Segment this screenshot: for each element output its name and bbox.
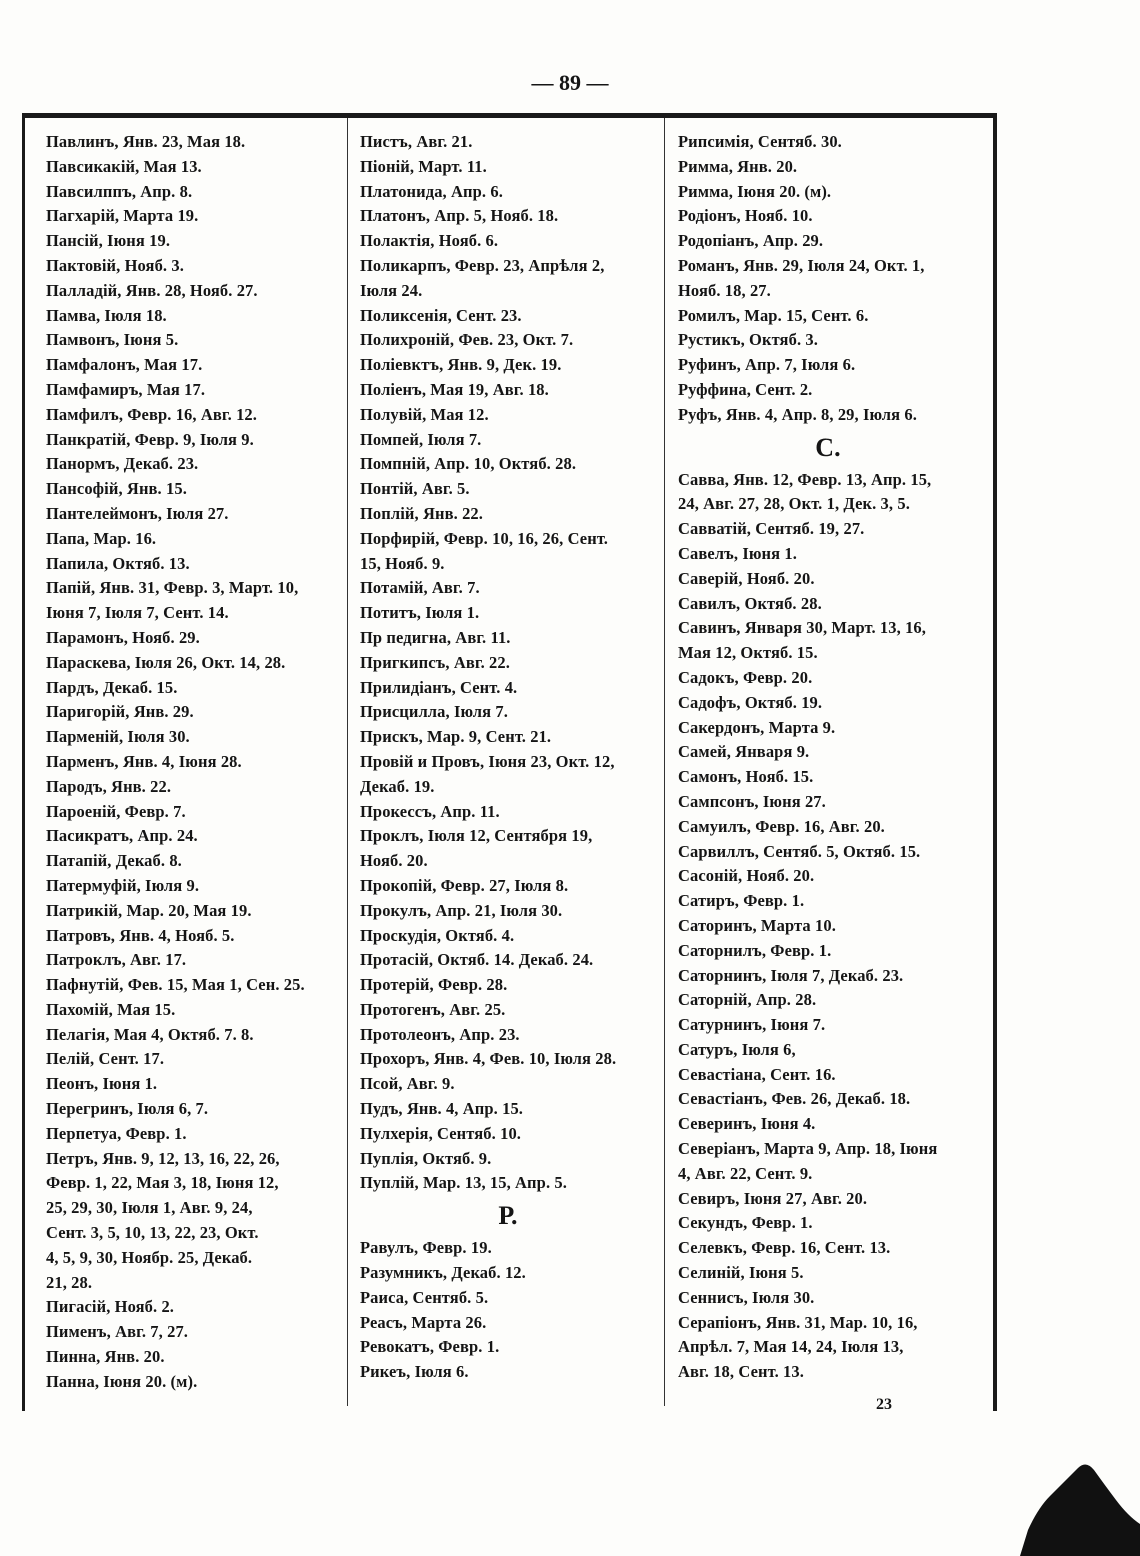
list-item [678,542,978,567]
entry-line: Самей, Января 9. [678,742,810,762]
list-item [678,691,978,716]
list-item [46,1072,338,1097]
entry-line: Памфалонъ, Мая 17. [46,355,203,375]
entry-line: Серапіонъ, Янв. 31, Мар. 10, 16, [678,1312,918,1332]
entry-line: Секундъ, Февр. 1. [678,1213,813,1233]
list-item [678,964,978,989]
list-item [46,750,338,775]
entry-line: Ромилъ, Мар. 15, Сент. 6. [678,305,869,325]
list-item [46,502,338,527]
list-item [46,775,338,800]
entry-line: Савва, Янв. 12, Февр. 13, Апр. 15, [678,469,932,489]
entry-line: Памфамиръ, Мая 17. [46,379,206,399]
entry-line: Пеонъ, Іюня 1. [46,1074,158,1094]
entry-line: Помпній, Апр. 10, Октяб. 28. [360,454,577,474]
entry-line: Саверій, Нояб. 20. [678,568,815,588]
entry-line: Параскева, Іюля 26, Окт. 14, 28. [46,652,286,672]
entry-line: Северинъ, Іюня 4. [678,1114,816,1134]
list-item [46,279,338,304]
list-item [360,1122,656,1147]
list-item [360,204,656,229]
entry-line: Пасикратъ, Апр. 24. [46,826,198,846]
entry-line: Романъ, Янв. 29, Іюля 24, Окт. 1, [678,255,925,275]
list-item [678,1311,978,1385]
entry-line: Пафнутій, Фев. 15, Мая 1, Сен. 25. [46,975,305,995]
list-item [46,973,338,998]
list-item [678,1013,978,1038]
entry-line: Мая 12, Октяб. 15. [678,643,818,663]
list-item [678,815,978,840]
list-item [360,601,656,626]
entry-line: Порфирій, Февр. 10, 16, 26, Сент. [360,528,609,548]
list-item [678,1286,978,1311]
list-item [46,1097,338,1122]
entry-line: 21, 28. [46,1272,93,1292]
entry-line: Саторнинъ, Іюля 7, Декаб. 23. [678,965,904,985]
list-item [46,1023,338,1048]
entry-line: Патроклъ, Авг. 17. [46,950,187,970]
entry-line: Поликарпъ, Февр. 23, Апрѣля 2, [360,255,605,275]
list-item [46,130,338,155]
list-item [360,651,656,676]
entry-line: Панна, Іюня 20. (м). [46,1371,198,1391]
entry-line: Севастіанъ, Фев. 26, Декаб. 18. [678,1089,911,1109]
list-item [360,824,656,874]
entry-line: Пригкипсъ, Авг. 22. [360,652,510,672]
list-item [360,1311,656,1336]
list-item [678,1038,978,1063]
list-item [678,1261,978,1286]
list-item [678,468,978,518]
entry-line: Ревокатъ, Февр. 1. [360,1337,500,1357]
entry-line: Пансій, Іюня 19. [46,231,171,251]
entry-line: Пагхарій, Марта 19. [46,206,199,226]
entry-line: Провій и Провъ, Іюня 23, Окт. 12, [360,751,615,771]
column-divider-right [664,118,665,1406]
list-item [678,204,978,229]
list-item [678,130,978,155]
entry-line: 25, 29, 30, Іюля 1, Авг. 9, 24, [46,1198,253,1218]
entry-line: Пулхерія, Сентяб. 10. [360,1123,522,1143]
list-item [360,725,656,750]
entry-line: Пигасій, Нояб. 2. [46,1297,175,1317]
entry-line: Садокъ, Февр. 20. [678,667,813,687]
list-item [46,676,338,701]
entry-line: Пинна, Янв. 20. [46,1347,165,1367]
list-item [360,1360,656,1385]
list-item [360,155,656,180]
list-item [678,765,978,790]
entry-line: Перегринъ, Іюля 6, 7. [46,1099,209,1119]
entry-line: Панкратій, Февр. 9, Іюля 9. [46,429,254,449]
entry-line: Потитъ, Іюля 1. [360,603,480,623]
entry-line: Нояб. 18, 27. [678,280,771,300]
entry-line: Проскудія, Октяб. 4. [360,925,515,945]
list-item [46,353,338,378]
entry-line: 4, 5, 9, 30, Ноябр. 25, Декаб. [46,1247,253,1267]
list-item [46,254,338,279]
list-item [46,527,338,552]
entry-line: Пансофій, Янв. 15. [46,479,187,499]
list-item [678,1211,978,1236]
entry-line: Савилъ, Октяб. 28. [678,593,822,613]
entry-line: Савинъ, Января 30, Март. 13, 16, [678,618,926,638]
list-item [46,304,338,329]
list-item [678,740,978,765]
list-item [46,328,338,353]
entry-line: Садофъ, Октяб. 19. [678,692,823,712]
list-item [678,939,978,964]
section-letter: Р. [498,1201,518,1231]
list-item [360,998,656,1023]
entry-line: Іюня 7, Іюля 7, Сент. 14. [46,603,229,623]
entry-line: Памвонъ, Іюня 5. [46,330,179,350]
list-item [678,304,978,329]
list-item [360,353,656,378]
entry-line: Піоній, Март. 11. [360,156,487,176]
section-letter: С. [815,432,841,462]
list-item [360,800,656,825]
list-item [46,626,338,651]
entry-line: Папа, Мар. 16. [46,528,157,548]
entry-line: Самуилъ, Февр. 16, Авг. 20. [678,816,885,836]
entry-line: Протасій, Октяб. 14. Декаб. 24. [360,950,594,970]
entry-line: Прохоръ, Янв. 4, Фев. 10, Іюля 28. [360,1049,617,1069]
list-item [678,1063,978,1088]
entry-line: Разумникъ, Декаб. 12. [360,1263,526,1283]
entry-line: Папій, Янв. 31, Февр. 3, Март. 10, [46,578,299,598]
entry-line: Февр. 1, 22, Мая 3, 18, Іюня 12, [46,1173,279,1193]
entry-line: Платонида, Апр. 6. [360,181,503,201]
entry-line: Родопіанъ, Апр. 29. [678,231,824,251]
list-item [46,948,338,973]
entry-line: Павсикакій, Мая 13. [46,156,202,176]
column-divider-left [347,118,348,1406]
list-item [360,874,656,899]
entry-line: Римма, Іюня 20. (м). [678,181,832,201]
list-item [678,254,978,304]
list-item [46,1047,338,1072]
entry-line: Северіанъ, Марта 9, Апр. 18, Іюня [678,1139,938,1159]
list-item [46,1295,338,1320]
entry-line: Сампсонъ, Іюня 27. [678,791,826,811]
list-item [46,998,338,1023]
list-item [46,180,338,205]
entry-line: Паригорій, Янв. 29. [46,702,194,722]
entry-line: Пелій, Сент. 17. [46,1049,165,1069]
entry-line: Пароеній, Февр. 7. [46,801,186,821]
entry-line: Полувій, Мая 12. [360,404,489,424]
list-item [46,452,338,477]
list-item [678,1187,978,1212]
list-item [678,229,978,254]
page-number: — 89 — [531,70,609,95]
entry-line: Протерій, Февр. 28. [360,975,508,995]
list-item [678,592,978,617]
entry-line: Пантелеймонъ, Іюля 27. [46,503,229,523]
list-item [360,403,656,428]
entry-line: Пуплій, Мар. 13, 15, Апр. 5. [360,1173,567,1193]
list-item [46,1370,338,1395]
list-item [360,1261,656,1286]
list-item [46,1345,338,1370]
entry-line: Псой, Авг. 9. [360,1074,455,1094]
list-item [360,180,656,205]
list-item [678,864,978,889]
list-item [678,180,978,205]
list-item [46,477,338,502]
list-item [46,378,338,403]
entry-line: Палладій, Янв. 28, Нояб. 27. [46,280,258,300]
entry-line: Патермуфій, Іюля 9. [46,875,200,895]
list-item [360,527,656,577]
list-item [678,790,978,815]
list-item [360,899,656,924]
entry-line: Родіонъ, Нояб. 10. [678,206,813,226]
list-item [46,403,338,428]
list-item [360,1335,656,1360]
entry-line: Пахомій, Мая 15. [46,999,176,1019]
list-item [46,428,338,453]
list-item [46,800,338,825]
list-item [360,626,656,651]
entry-line: Присцилла, Іюля 7. [360,702,508,722]
entry-line: Рустикъ, Октяб. 3. [678,330,818,350]
entry-line: Пименъ, Авг. 7, 27. [46,1322,189,1342]
entry-line: Сасоній, Нояб. 20. [678,866,815,886]
list-item [46,576,338,626]
entry-line: Пародъ, Янв. 22. [46,776,172,796]
list-item [678,517,978,542]
list-item [360,477,656,502]
list-item [360,1147,656,1172]
list-item [360,1047,656,1072]
entry-line: Проклъ, Іюля 12, Сентября 19, [360,826,593,846]
entry-line: Прилидіанъ, Сент. 4. [360,677,518,697]
list-item [678,155,978,180]
list-item [360,576,656,601]
list-item [678,1087,978,1112]
signature-mark: 23 [876,1396,892,1413]
list-item [360,1236,656,1261]
list-item [678,328,978,353]
entry-line: Поліенъ, Мая 19, Авг. 18. [360,379,549,399]
entry-line: Патрикій, Мар. 20, Мая 19. [46,900,252,920]
entry-line: Авг. 18, Сент. 13. [678,1362,804,1382]
list-item [360,924,656,949]
list-item [678,403,978,428]
entry-line: Панормъ, Декаб. 23. [46,454,199,474]
entry-line: Апрѣл. 7, Мая 14, 24, Іюля 13, [678,1337,904,1357]
entry-line: Сарвиллъ, Сентяб. 5, Октяб. 15. [678,841,921,861]
list-item [360,1072,656,1097]
list-item [360,1286,656,1311]
entry-line: Саторнилъ, Февр. 1. [678,940,832,960]
entry-line: Павлинъ, Янв. 23, Мая 18. [46,132,246,151]
entry-line: Поліевктъ, Янв. 9, Дек. 19. [360,355,562,375]
list-item [46,824,338,849]
entry-line: Прокулъ, Апр. 21, Іюля 30. [360,900,563,920]
entry-line: Папила, Октяб. 13. [46,553,190,573]
entry-line: Сатиръ, Февр. 1. [678,891,805,911]
entry-line: Сент. 3, 5, 10, 13, 22, 23, Окт. [46,1223,259,1243]
entry-line: Руффина, Сент. 2. [678,379,813,399]
entry-line: Протогенъ, Авг. 25. [360,999,506,1019]
list-item [360,130,656,155]
entry-line: Саторній, Апр. 28. [678,990,817,1010]
entry-line: Равулъ, Февр. 19. [360,1238,492,1258]
list-item [46,725,338,750]
list-item [678,567,978,592]
list-item [678,378,978,403]
entry-line: Прискъ, Мар. 9, Сент. 21. [360,727,552,747]
list-item [46,849,338,874]
list-item [678,666,978,691]
entry-line: Потамій, Авг. 7. [360,578,480,598]
list-item [678,1236,978,1261]
list-item [360,1097,656,1122]
list-item [360,428,656,453]
entry-line: Руфъ, Янв. 4, Апр. 8, 29, Іюля 6. [678,404,917,424]
entry-line: Платонъ, Апр. 5, Нояб. 18. [360,206,559,226]
entry-line: Селевкъ, Февр. 16, Сент. 13. [678,1238,891,1258]
entry-line: Декаб. 19. [360,776,435,796]
list-item [46,700,338,725]
entry-line: Самонъ, Нояб. 15. [678,767,814,787]
entry-line: Сатурнинъ, Іюня 7. [678,1015,826,1035]
entry-line: Помпей, Іюля 7. [360,429,482,449]
entry-line: 4, Авг. 22, Сент. 9. [678,1163,813,1183]
entry-line: Саторинъ, Марта 10. [678,915,836,935]
entry-line: Сакердонъ, Марта 9. [678,717,836,737]
entry-line: Раиса, Сентяб. 5. [360,1287,489,1307]
entry-line: Парменъ, Янв. 4, Іюня 28. [46,751,242,771]
entry-line: 15, Нояб. 9. [360,553,445,573]
column-3 [678,130,978,1385]
list-item [360,1171,656,1196]
entry-line: Пистъ, Авг. 21. [360,132,473,151]
entry-line: Патапій, Декаб. 8. [46,851,182,871]
list-item [360,304,656,329]
entry-line: Пактовій, Нояб. 3. [46,255,184,275]
entry-line: Памфилъ, Февр. 16, Авг. 12. [46,404,257,424]
list-item [46,1147,338,1296]
entry-line: Руфинъ, Апр. 7, Іюля 6. [678,355,856,375]
list-item [360,452,656,477]
list-item [46,204,338,229]
list-item [360,973,656,998]
list-item [678,616,978,666]
list-item [46,552,338,577]
entry-line: Прокессъ, Апр. 11. [360,801,500,821]
entry-line: Реасъ, Марта 26. [360,1312,487,1332]
entry-line: Рикеъ, Іюля 6. [360,1362,469,1382]
entry-line: Пуплія, Октяб. 9. [360,1148,492,1168]
column-2 [360,130,656,1385]
entry-line: Пр педигна, Авг. 11. [360,627,511,647]
list-item [678,914,978,939]
entry-line: Нояб. 20. [360,851,428,871]
list-item [360,378,656,403]
entry-line: Рипсимія, Сентяб. 30. [678,132,842,151]
entry-line: Патровъ, Янв. 4, Нояб. 5. [46,925,235,945]
list-item [360,1023,656,1048]
entry-line: Сеннисъ, Іюля 30. [678,1287,815,1307]
ink-blot [1020,1438,1140,1556]
list-item [46,229,338,254]
entry-line: Селиній, Іюня 5. [678,1263,804,1283]
list-item [46,155,338,180]
entry-line: Перпетуа, Февр. 1. [46,1123,187,1143]
list-item [678,353,978,378]
entry-line: Сатуръ, Іюля 6, [678,1039,796,1059]
list-item [360,254,656,304]
entry-line: Савватій, Сентяб. 19, 27. [678,519,865,539]
entry-line: Прокопій, Февр. 27, Іюля 8. [360,875,569,895]
entry-line: Пудъ, Янв. 4, Апр. 15. [360,1099,524,1119]
entry-line: Поликсенія, Сент. 23. [360,305,522,325]
list-item [360,328,656,353]
list-item [46,651,338,676]
entry-line: Іюля 24. [360,280,423,300]
list-item [678,716,978,741]
entry-line: Памва, Іюля 18. [46,305,167,325]
list-item [678,988,978,1013]
entry-line: Савелъ, Іюня 1. [678,543,797,563]
entry-line: Парамонъ, Нояб. 29. [46,627,200,647]
entry-line: Павсилппъ, Апр. 8. [46,181,193,201]
entry-line: Полихроній, Фев. 23, Окт. 7. [360,330,574,350]
list-item [360,750,656,800]
list-item [678,840,978,865]
entry-line: Севастіана, Сент. 16. [678,1064,836,1084]
list-item [360,229,656,254]
list-item [46,924,338,949]
list-item [46,899,338,924]
list-item [678,1112,978,1137]
entry-line: Пелагія, Мая 4, Октяб. 7. 8. [46,1024,254,1044]
entry-line: Полактія, Нояб. 6. [360,231,499,251]
entry-line: Понтій, Авг. 5. [360,479,470,499]
entry-line: Пардъ, Декаб. 15. [46,677,178,697]
list-item [360,948,656,973]
list-item [360,700,656,725]
entry-line: Парменій, Іюля 30. [46,727,190,747]
entry-line: Протолеонъ, Апр. 23. [360,1024,520,1044]
list-item [46,1122,338,1147]
entry-line: Петръ, Янв. 9, 12, 13, 16, 22, 26, [46,1148,280,1168]
entry-line: Римма, Янв. 20. [678,156,798,176]
list-item [678,889,978,914]
list-item [678,1137,978,1187]
list-item [360,676,656,701]
entry-line: 24, Авг. 27, 28, Окт. 1, Дек. 3, 5. [678,494,910,514]
entry-line: Поплій, Янв. 22. [360,503,483,523]
list-item [360,502,656,527]
list-item [46,1320,338,1345]
entry-line: Севиръ, Іюня 27, Авг. 20. [678,1188,868,1208]
list-item [46,874,338,899]
column-1 [46,130,338,1395]
